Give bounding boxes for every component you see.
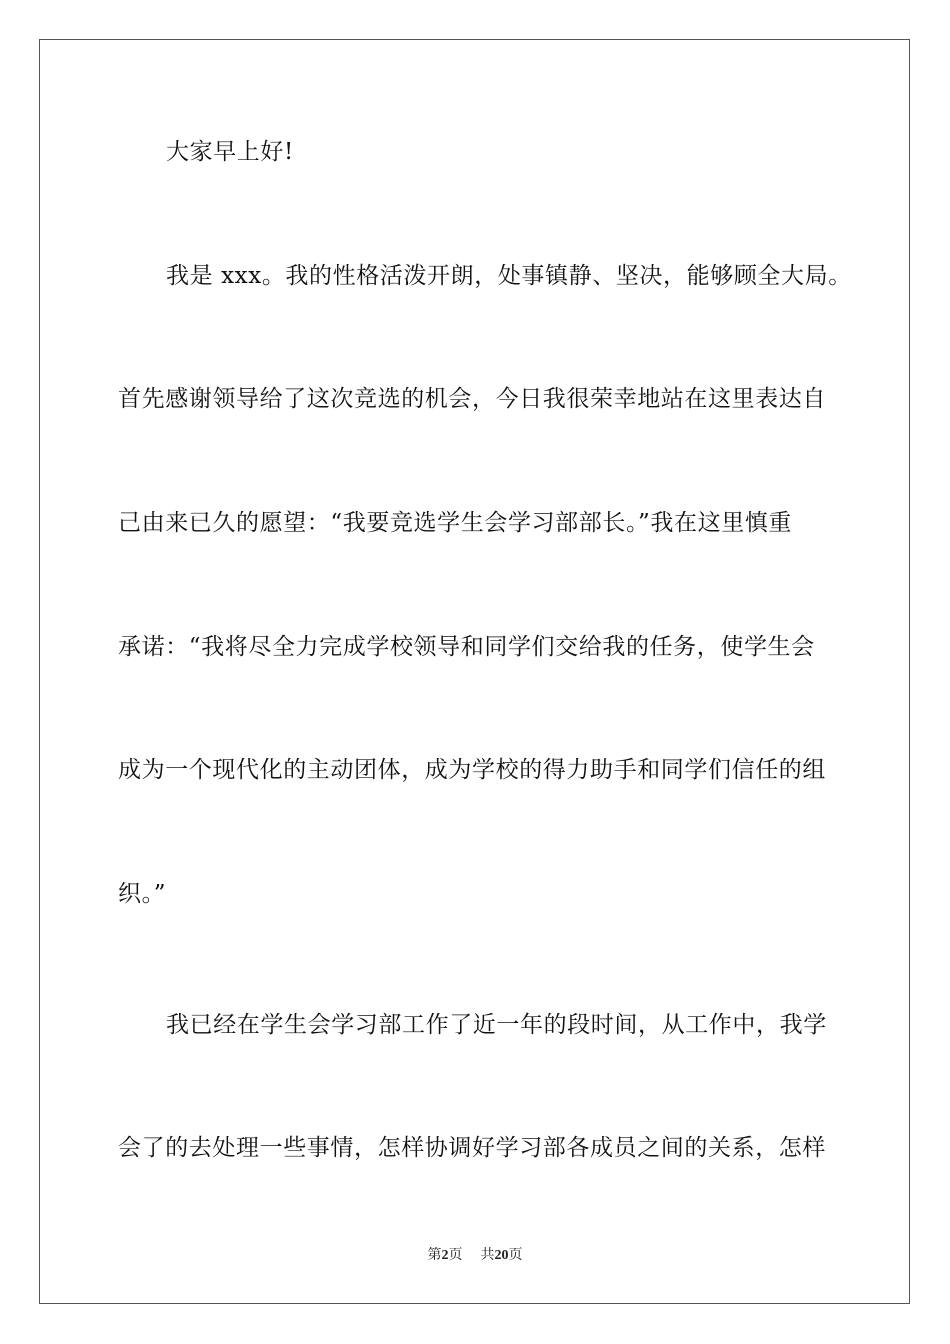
text-line-5: 承诺：“我将尽全力完成学校领导和同学们交给我的任务，使学生会 bbox=[118, 634, 815, 660]
text-line-7: 织。” bbox=[118, 881, 167, 907]
footer-total-pages: 20 bbox=[494, 1248, 509, 1263]
text-line-3: 首先感谢领导给了这次竞选的机会，今日我很荣幸地站在这里表达自 bbox=[118, 386, 826, 412]
page-footer bbox=[0, 1246, 950, 1266]
footer-page-suffix: 页 bbox=[448, 1248, 463, 1263]
text-line-4: 己由来已久的愿望：“我要竞选学生会学习部部长。”我在这里慎重 bbox=[118, 510, 793, 536]
text-line-9: 会了的去处理一些事情，怎样协调好学习部各成员之间的关系，怎样 bbox=[118, 1135, 826, 1161]
text-line-2: 我是 xxx。我的性格活泼开朗，处事镇静、坚决，能够顾全大局。 bbox=[166, 263, 852, 289]
footer-page-number: 2 bbox=[441, 1248, 449, 1263]
footer-total-prefix: 共 bbox=[480, 1248, 495, 1263]
footer-page-prefix: 第 bbox=[427, 1248, 442, 1263]
page-border bbox=[39, 39, 910, 1304]
text-line-1: 大家早上好! bbox=[166, 139, 294, 165]
text-line-6: 成为一个现代化的主动团体，成为学校的得力助手和同学们信任的组 bbox=[118, 757, 826, 783]
footer-total-suffix: 页 bbox=[508, 1248, 523, 1263]
text-line-8: 我已经在学生会学习部工作了近一年的段时间，从工作中，我学 bbox=[166, 1012, 827, 1038]
